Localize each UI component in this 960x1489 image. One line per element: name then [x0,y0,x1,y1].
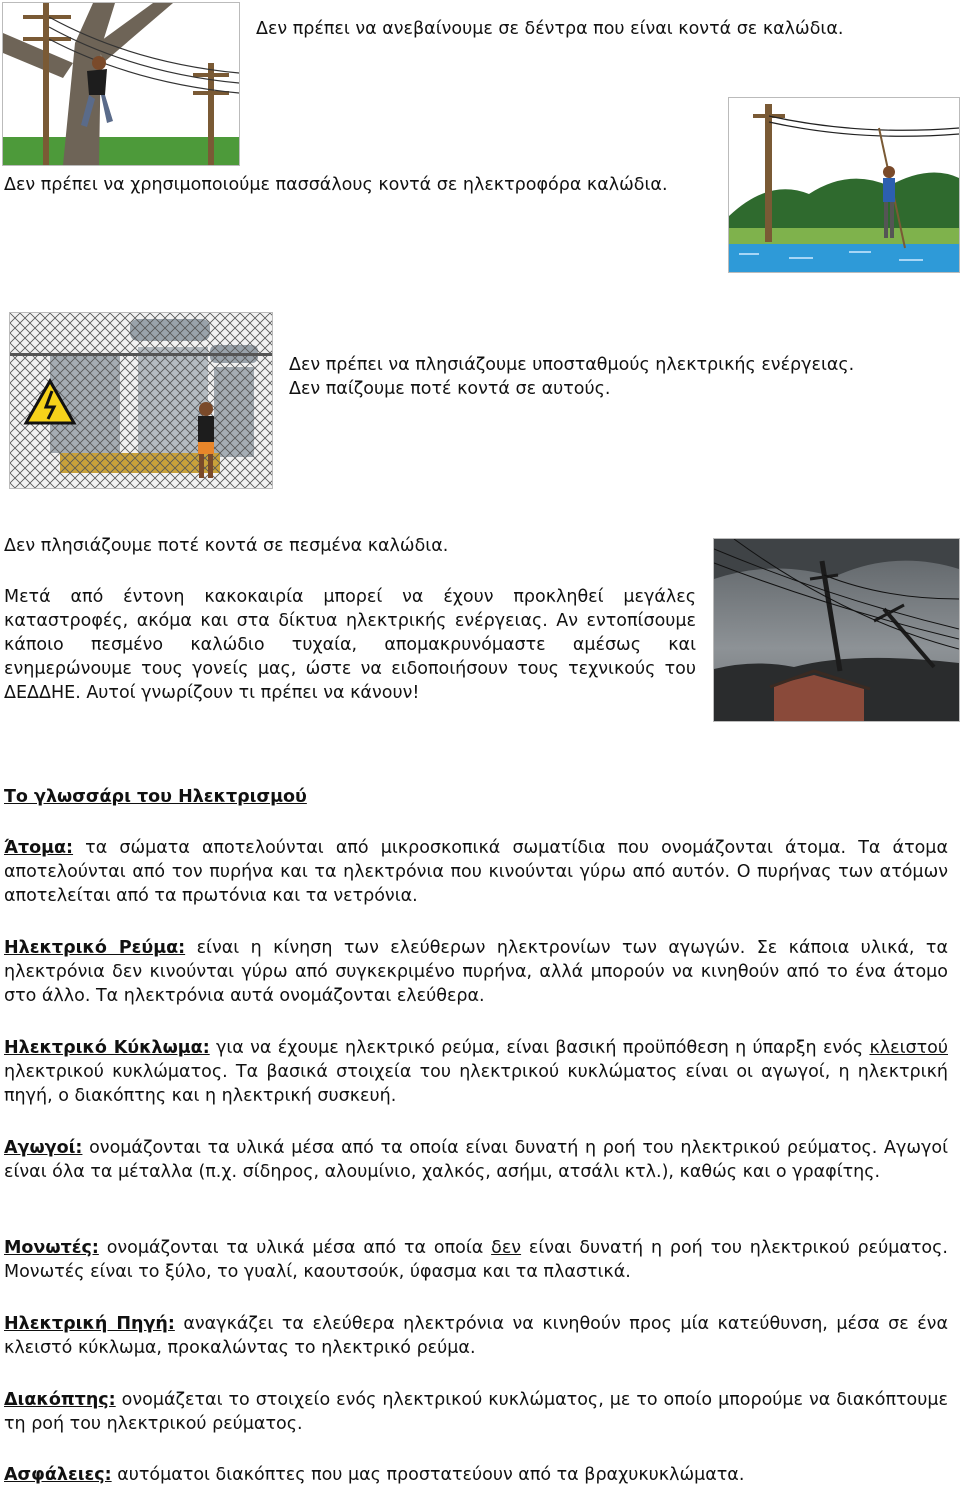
glossary-term-fuses: Ασφάλειες: [4,1465,112,1485]
glossary-def-source: αναγκάζει τα ελεύθερα ηλεκτρόνια να κινηθούν προς μία κατεύθυνση, μέσα σε ένα κλειστό κύκλωμα, προκαλώντας το ηλεκτρικό ρεύμα. [4,1314,948,1358]
glossary-term-switch: Διακόπτης: [4,1390,116,1410]
glossary-term-source: Ηλεκτρική Πηγή: [4,1314,175,1334]
glossary-def-circuit-b: ηλεκτρικού κυκλώματος. Τα βασικά στοιχεία του ηλεκτρικού κυκλώματος είναι οι αγωγοί, η ηλεκτρική πηγή, ο διακόπτης και η ηλεκτρική συσκευή. [4,1062,948,1106]
glossary-term-insulators: Μονωτές: [4,1238,99,1258]
glossary-def-atoms: τα σώματα αποτελούνται από μικροσκοπικά σωματίδια που ονομάζονται άτομα. Τα άτομα αποτελούνται από τον πυρήνα και τα ηλεκτρόνια που κινούνται γύρω από αυτόν. Ο πυρήνας των ατόμων αποτελείται από τα πρωτόνια και τα νετρόνια. [4,838,948,906]
glossary-entry-current [4,936,948,1008]
glossary-def-insulators-underlined: δεν [491,1238,522,1258]
glossary-entry-source [4,1312,948,1360]
glossary-entry-conductors [4,1136,948,1184]
glossary-term-circuit: Ηλεκτρικό Κύκλωμα: [4,1038,210,1058]
tree-warning-text: Δεν πρέπει να ανεβαίνουμε σε δέντρα που είναι κοντά σε καλώδια. [256,19,844,39]
glossary-entry-insulators [4,1236,948,1284]
glossary-def-circuit-a: για να έχουμε ηλεκτρικό ρεύμα, είναι βασική προϋπόθεση η ύπαρξη ενός [216,1038,864,1058]
glossary-def-fuses: αυτόματοι διακόπτες που μας προστατεύουν από τα βραχυκυκλώματα. [117,1465,745,1485]
glossary-term-current: Ηλεκτρικό Ρεύμα: [4,938,186,958]
glossary-entry-atoms [4,836,948,908]
substation-illustration [9,312,273,489]
glossary-def-switch: ονομάζεται το στοιχείο ενός ηλεκτρικού κυκλώματος, με το οποίο μπορούμε να διακόπτουμε τη ροή του ηλεκτρικού ρεύματος. [4,1390,948,1434]
glossary-def-circuit-underlined: κλειστού [869,1038,948,1058]
glossary-title: Το γλωσσάρι του Ηλεκτρισμού [4,787,307,807]
fishing-pole-illustration [728,97,960,273]
glossary-entry-switch [4,1388,948,1436]
glossary-def-conductors: ονομάζονται τα υλικά μέσα από τα οποία είναι δυνατή η ροή του ηλεκτρικού ρεύματος. Αγωγοί είναι όλα τα μέταλλα (π.χ. σίδηρος, αλουμίνιο, χαλκός, ασήμι, ατσάλι κτλ.), καθώς και ο γραφίτης. [4,1138,948,1182]
glossary-term-conductors: Αγωγοί: [4,1138,83,1158]
substation-warning-text-2: Δεν παίζουμε ποτέ κοντά σε αυτούς. [289,379,611,399]
tree-climbing-illustration [2,2,240,166]
glossary-def-current: είναι η κίνηση των ελεύθερων ηλεκτρονίων των αγωγών. Σε κάποια υλικά, τα ηλεκτρόνια δεν κινούνται γύρω από συγκεκριμένο πυρήνα, αλλά μπορούν να κινηθούν από το ένα άτομο στο άλλο. Τα ηλεκτρόνια αυτά ονομάζονται ελεύθερα. [4,938,948,1006]
fallen-pole-photo [713,538,960,722]
glossary-entry-fuses [4,1463,948,1487]
glossary-term-atoms: Άτομα: [4,838,74,858]
pole-warning-text: Δεν πρέπει να χρησιμοποιούμε πασσάλους κοντά σε ηλεκτροφόρα καλώδια. [4,175,668,195]
glossary-entry-circuit [4,1036,948,1108]
glossary-def-insulators-a: ονομάζονται τα υλικά μέσα από τα οποία [106,1238,484,1258]
glossary-def-insulators-b: είναι δυνατή η ροή του ηλεκτρικού ρεύματος. Μονωτές είναι το ξύλο, το γυαλί, καουτσούκ, ύφασμα και τα πλαστικά. [4,1238,948,1282]
fallen-cables-body: Μετά από έντονη κακοκαιρία μπορεί να έχουν προκληθεί μεγάλες καταστροφές, ακόμα και στα δίκτυα ηλεκτρικής ενέργειας. Αν εντοπίσουμε κάποιο πεσμένο καλώδιο τυχαία, απομακρυνόμαστε αμέσως και ενημερώνουμε τους γονείς μας, ώστε να ειδοποιήσουν τους τεχνικούς του ΔΕΔΔΗΕ. Αυτοί γνωρίζουν τι πρέπει να κάνουν! [4,587,696,703]
substation-warning-text-1: Δεν πρέπει να πλησιάζουμε υποσταθμούς ηλεκτρικής ενέργειας. [289,355,855,375]
fallen-cables-title: Δεν πλησιάζουμε ποτέ κοντά σε πεσμένα καλώδια. [4,536,449,556]
